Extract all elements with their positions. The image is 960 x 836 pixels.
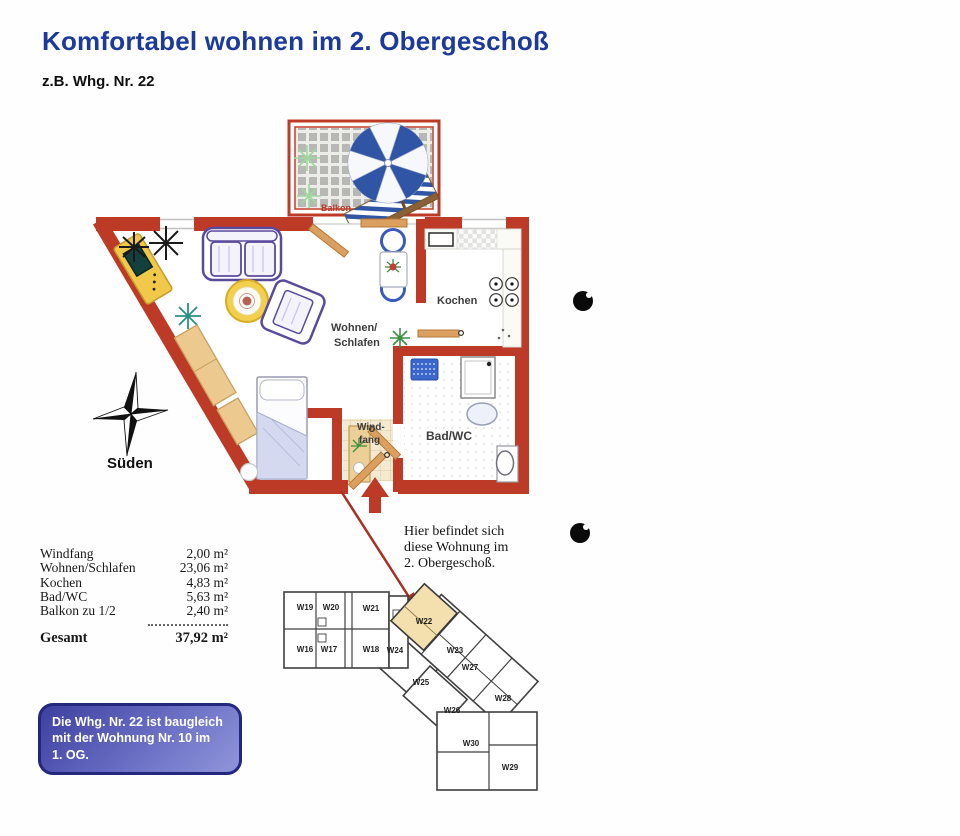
- unit-label: W23: [446, 646, 464, 655]
- unit-label: W16: [296, 645, 314, 654]
- plant-dark: [149, 226, 183, 260]
- area-row-label: Wohnen/Schlafen: [40, 560, 136, 576]
- plant-dark: [119, 232, 149, 262]
- unit-label: W22: [415, 617, 433, 626]
- area-row-label: Windfang: [40, 546, 94, 561]
- text-line: diese Wohnung im: [404, 540, 509, 555]
- washbasin: [467, 403, 497, 425]
- text-line: mit der Wohnung Nr. 10 im: [52, 731, 211, 746]
- area-row: [40, 547, 228, 561]
- area-total-label: Gesamt: [40, 630, 88, 647]
- sofa: [203, 228, 281, 280]
- kitchen-label: Kochen: [437, 295, 478, 307]
- unit-label: W20: [322, 603, 340, 612]
- area-row-label: Bad/WC: [40, 588, 88, 604]
- area-row: [40, 604, 228, 618]
- unit-label: W28: [494, 694, 512, 703]
- info-box: [38, 703, 242, 775]
- unit-label: W24: [386, 646, 404, 655]
- unit-label: W29: [501, 763, 519, 772]
- text-line: 2. Obergeschoß.: [404, 556, 496, 571]
- page-title: Komfortabel wohnen im 2. Obergeschoß: [42, 26, 550, 56]
- building-overview: [284, 584, 538, 790]
- area-row-label: Kochen: [40, 574, 82, 590]
- unit-label: W27: [461, 663, 479, 672]
- location-note: [404, 524, 544, 572]
- area-row-value: 2,00 m²: [186, 546, 228, 561]
- area-row: [40, 561, 228, 575]
- kitchen-door-leaf: [418, 330, 459, 337]
- area-table: [40, 547, 228, 647]
- unit-label: W25: [412, 678, 430, 687]
- text-line: Hier befindet sich: [404, 524, 505, 539]
- bath-label: Bad/WC: [426, 429, 472, 443]
- flower: [389, 263, 396, 270]
- unit-label: W18: [362, 645, 380, 654]
- area-total-value: 37,92 m²: [175, 630, 228, 647]
- area-table-total: [40, 630, 228, 647]
- apartment-plan: [96, 217, 529, 513]
- vestibule-label: fang: [359, 435, 381, 446]
- living-room-label: Schlafen: [334, 337, 380, 349]
- area-row-value: 2,40 m²: [186, 603, 228, 619]
- area-table-separator: [148, 624, 228, 626]
- unit-label: W19: [296, 603, 314, 612]
- punch-hole: [570, 523, 590, 543]
- area-table-rows: [40, 547, 228, 618]
- unit-label: W17: [320, 645, 338, 654]
- area-row-value: 4,83 m²: [186, 574, 228, 590]
- page-subtitle: z.B. Whg. Nr. 22: [42, 73, 155, 90]
- compass-rose: [93, 372, 168, 456]
- area-row-value: 23,06 m²: [179, 560, 228, 576]
- living-room-label: Wohnen/: [331, 322, 378, 334]
- dining-set: [380, 230, 407, 301]
- unit-label: W26: [443, 706, 461, 715]
- unit-label: W30: [462, 739, 480, 748]
- area-row-label: Balkon zu 1/2: [40, 603, 116, 619]
- vestibule-label: Wind-: [357, 422, 385, 433]
- area-row: [40, 576, 228, 590]
- kitchen-sink: [429, 233, 453, 246]
- patio-door: [361, 219, 407, 227]
- punch-hole: [573, 291, 593, 311]
- area-row: [40, 590, 228, 604]
- text-line: 1. OG.: [52, 747, 89, 762]
- balcony-label: Balkon: [321, 203, 352, 213]
- round-table: [226, 280, 268, 322]
- bottom-block: [437, 712, 537, 790]
- unit-label: W21: [362, 604, 380, 613]
- compass-label: Süden: [107, 455, 153, 472]
- area-row-value: 5,63 m²: [186, 588, 228, 604]
- text-line: Die Whg. Nr. 22 ist baugleich: [52, 715, 223, 729]
- plant-green: [390, 328, 410, 348]
